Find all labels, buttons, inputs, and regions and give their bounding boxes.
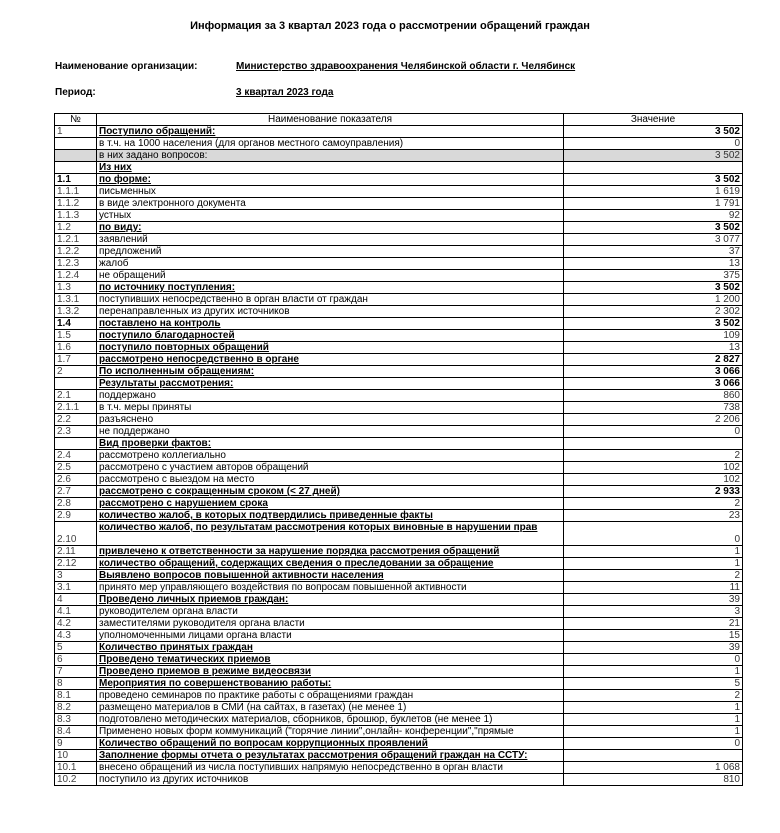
row-name: по форме: — [97, 174, 564, 186]
row-name: поддержано — [97, 390, 564, 402]
row-number: 2.1 — [55, 390, 97, 402]
row-name: Количество обращений по вопросам коррупционных проявлений — [97, 738, 564, 750]
table-row — [55, 510, 743, 522]
table-row — [55, 366, 743, 378]
row-name: перенаправленных из других источников — [97, 306, 564, 318]
row-name: в т.ч. на 1000 населения (для органов местного самоуправления) — [97, 138, 564, 150]
row-number: 1.4 — [55, 318, 97, 330]
row-number: 2.2 — [55, 414, 97, 426]
table-row — [55, 306, 743, 318]
table-row — [55, 774, 743, 786]
table-row — [55, 282, 743, 294]
row-number: 2.8 — [55, 498, 97, 510]
table-row — [55, 342, 743, 354]
row-value: 810 — [564, 774, 743, 786]
table-row — [55, 654, 743, 666]
row-name: Проведено тематических приемов — [97, 654, 564, 666]
row-value — [564, 438, 743, 450]
row-number: 2.9 — [55, 510, 97, 522]
row-number: 2.6 — [55, 474, 97, 486]
row-number: 7 — [55, 666, 97, 678]
row-number: 4 — [55, 594, 97, 606]
row-number: 2.12 — [55, 558, 97, 570]
table-row — [55, 498, 743, 510]
table-row — [55, 570, 743, 582]
table-row — [55, 666, 743, 678]
row-name: в т.ч. меры приняты — [97, 402, 564, 414]
row-number: 10.1 — [55, 762, 97, 774]
row-name: в виде электронного документа — [97, 198, 564, 210]
table-row — [55, 222, 743, 234]
row-number: 2.11 — [55, 546, 97, 558]
table-row — [55, 606, 743, 618]
table-body — [55, 126, 743, 786]
row-name: Выявлено вопросов повышенной активности населения — [97, 570, 564, 582]
table-row — [55, 426, 743, 438]
row-value: 738 — [564, 402, 743, 414]
row-number: 9 — [55, 738, 97, 750]
row-value: 2 206 — [564, 414, 743, 426]
row-name: подготовлено методических материалов, сборников, брошюр, буклетов (не менее 1) — [97, 714, 564, 726]
row-name: Из них — [97, 162, 564, 174]
row-number — [55, 438, 97, 450]
table-row — [55, 726, 743, 738]
row-value: 3 502 — [564, 150, 743, 162]
row-name: рассмотрено с сокращенным сроком (< 27 дней) — [97, 486, 564, 498]
table-row — [55, 186, 743, 198]
row-name: жалоб — [97, 258, 564, 270]
row-number: 10.2 — [55, 774, 97, 786]
table-row — [55, 474, 743, 486]
table-row — [55, 402, 743, 414]
table-row — [55, 678, 743, 690]
row-number: 4.3 — [55, 630, 97, 642]
row-name: рассмотрено непосредственно в органе — [97, 354, 564, 366]
row-name: Заполнение формы отчета о результатах рассмотрения обращений граждан на ССТУ: — [97, 750, 564, 762]
row-name: уполномоченными лицами органа власти — [97, 630, 564, 642]
row-value: 39 — [564, 642, 743, 654]
header-indicator-name: Наименование показателя — [97, 114, 564, 126]
row-number: 1.1.3 — [55, 210, 97, 222]
indicators-table — [54, 113, 743, 786]
org-row — [55, 61, 576, 72]
row-name: рассмотрено с нарушением срока — [97, 498, 564, 510]
row-name: Мероприятия по совершенствованию работы: — [97, 678, 564, 690]
row-name: проведено семинаров по практике работы с обращениями граждан — [97, 690, 564, 702]
row-number: 2.1.1 — [55, 402, 97, 414]
org-value: Министерство здравоохранения Челябинской области г. Челябинск — [236, 61, 576, 72]
row-number: 4.2 — [55, 618, 97, 630]
row-name: рассмотрено с выездом на место — [97, 474, 564, 486]
table-row — [55, 294, 743, 306]
table-row — [55, 138, 743, 150]
row-value: 3 502 — [564, 126, 743, 138]
table-row — [55, 258, 743, 270]
row-name: заместителями руководителя органа власти — [97, 618, 564, 630]
row-name: принято мер управляющего воздействия по вопросам повышенной активности — [97, 582, 564, 594]
row-number: 1.6 — [55, 342, 97, 354]
table-row — [55, 390, 743, 402]
row-name: рассмотрено коллегиально — [97, 450, 564, 462]
row-number: 1 — [55, 126, 97, 138]
row-value: 2 — [564, 690, 743, 702]
row-name: не поддержано — [97, 426, 564, 438]
table-row — [55, 750, 743, 762]
row-value: 2 — [564, 498, 743, 510]
row-name: внесено обращений из числа поступивших напрямую непосредственно в орган власти — [97, 762, 564, 774]
row-number: 10 — [55, 750, 97, 762]
row-value: 2 — [564, 570, 743, 582]
table-row — [55, 438, 743, 450]
row-number — [55, 378, 97, 390]
row-value: 1 — [564, 546, 743, 558]
row-name: устных — [97, 210, 564, 222]
table-row — [55, 246, 743, 258]
row-number: 3 — [55, 570, 97, 582]
row-value — [564, 750, 743, 762]
row-name: письменных — [97, 186, 564, 198]
row-number: 1.3.2 — [55, 306, 97, 318]
row-value: 0 — [564, 654, 743, 666]
row-name: предложений — [97, 246, 564, 258]
row-value: 1 — [564, 666, 743, 678]
table-row — [55, 270, 743, 282]
row-value — [564, 162, 743, 174]
row-value: 1 — [564, 726, 743, 738]
row-value: 5 — [564, 678, 743, 690]
table-row — [55, 642, 743, 654]
row-name: Проведено личных приемов граждан: — [97, 594, 564, 606]
table-row — [55, 354, 743, 366]
row-value: 2 302 — [564, 306, 743, 318]
row-name: привлечено к ответственности за нарушение порядка рассмотрения обращений — [97, 546, 564, 558]
row-number — [55, 150, 97, 162]
row-number: 1.5 — [55, 330, 97, 342]
row-value: 1 791 — [564, 198, 743, 210]
row-value: 375 — [564, 270, 743, 282]
table-row — [55, 126, 743, 138]
row-number: 8 — [55, 678, 97, 690]
row-name: не обращений — [97, 270, 564, 282]
report-title: Информация за 3 квартал 2023 года о рассмотрении обращений граждан — [190, 20, 590, 32]
row-value: 0 — [564, 138, 743, 150]
row-name: Результаты рассмотрения: — [97, 378, 564, 390]
row-value: 0 — [564, 426, 743, 438]
row-name: заявлений — [97, 234, 564, 246]
row-name: Применено новых форм коммуникаций ("горячие линии",онлайн- конференции","прямые — [97, 726, 564, 738]
row-value: 860 — [564, 390, 743, 402]
row-value: 13 — [564, 258, 743, 270]
row-name: по виду: — [97, 222, 564, 234]
row-name: разъяснено — [97, 414, 564, 426]
row-name: количество обращений, содержащих сведения о преследовании за обращение — [97, 558, 564, 570]
row-value: 0 — [564, 522, 743, 546]
row-name: по источнику поступления: — [97, 282, 564, 294]
row-number: 2.7 — [55, 486, 97, 498]
row-name: Проведено приемов в режиме видеосвязи — [97, 666, 564, 678]
table-row — [55, 630, 743, 642]
table-row — [55, 486, 743, 498]
row-value: 92 — [564, 210, 743, 222]
table-row — [55, 702, 743, 714]
row-name: размещено материалов в СМИ (на сайтах, в газетах) (не менее 1) — [97, 702, 564, 714]
row-number: 1.3 — [55, 282, 97, 294]
row-value: 3 077 — [564, 234, 743, 246]
table-row — [55, 714, 743, 726]
row-value: 3 502 — [564, 222, 743, 234]
row-value: 15 — [564, 630, 743, 642]
row-name: в них задано вопросов: — [97, 150, 564, 162]
table-row — [55, 162, 743, 174]
row-value: 3 066 — [564, 378, 743, 390]
table-row — [55, 690, 743, 702]
period-row — [55, 87, 334, 98]
row-number: 8.4 — [55, 726, 97, 738]
row-number: 5 — [55, 642, 97, 654]
row-value: 2 933 — [564, 486, 743, 498]
row-value: 1 — [564, 714, 743, 726]
row-value: 3 502 — [564, 174, 743, 186]
row-value: 3 502 — [564, 282, 743, 294]
row-value: 1 — [564, 558, 743, 570]
table-row — [55, 558, 743, 570]
table-row — [55, 762, 743, 774]
row-value: 109 — [564, 330, 743, 342]
table-header-row — [55, 114, 743, 126]
table-row — [55, 462, 743, 474]
row-name: рассмотрено с участием авторов обращений — [97, 462, 564, 474]
row-number: 2.5 — [55, 462, 97, 474]
table-row — [55, 522, 743, 546]
row-name: поставлено на контроль — [97, 318, 564, 330]
table-row — [55, 582, 743, 594]
row-value: 23 — [564, 510, 743, 522]
row-name: Количество принятых граждан — [97, 642, 564, 654]
row-name: количество жалоб, в которых подтвердились приведенные факты — [97, 510, 564, 522]
row-value: 1 — [564, 702, 743, 714]
row-value: 1 619 — [564, 186, 743, 198]
table-row — [55, 546, 743, 558]
table-row — [55, 210, 743, 222]
table-row — [55, 234, 743, 246]
row-number: 4.1 — [55, 606, 97, 618]
table-row — [55, 618, 743, 630]
row-value: 102 — [564, 474, 743, 486]
row-name: Поступило обращений: — [97, 126, 564, 138]
table-row — [55, 198, 743, 210]
table-row — [55, 150, 743, 162]
period-label: Период: — [55, 87, 96, 98]
table-row — [55, 318, 743, 330]
row-name: количество жалоб, по результатам рассмотрения которых виновные в нарушении прав — [97, 522, 564, 546]
row-value: 3 — [564, 606, 743, 618]
header-number: № — [55, 114, 97, 126]
table-row — [55, 450, 743, 462]
table-row — [55, 594, 743, 606]
row-number: 1.3.1 — [55, 294, 97, 306]
row-number: 2 — [55, 366, 97, 378]
row-number: 2.10 — [55, 522, 97, 546]
row-name: По исполненным обращениям: — [97, 366, 564, 378]
row-number: 6 — [55, 654, 97, 666]
row-number: 1.2.2 — [55, 246, 97, 258]
row-number: 3.1 — [55, 582, 97, 594]
row-number: 1.1 — [55, 174, 97, 186]
row-number: 8.2 — [55, 702, 97, 714]
row-number: 2.3 — [55, 426, 97, 438]
org-label: Наименование организации: — [55, 61, 198, 72]
table-row — [55, 738, 743, 750]
row-name: Вид проверки фактов: — [97, 438, 564, 450]
table-row — [55, 174, 743, 186]
row-value: 37 — [564, 246, 743, 258]
table-row — [55, 378, 743, 390]
table-row — [55, 414, 743, 426]
row-number — [55, 138, 97, 150]
row-name: поступило благодарностей — [97, 330, 564, 342]
row-number — [55, 162, 97, 174]
row-name: поступило из других источников — [97, 774, 564, 786]
row-value: 13 — [564, 342, 743, 354]
row-value: 21 — [564, 618, 743, 630]
row-value: 3 066 — [564, 366, 743, 378]
row-name: руководителем органа власти — [97, 606, 564, 618]
row-value: 1 200 — [564, 294, 743, 306]
table-row — [55, 330, 743, 342]
row-value: 1 068 — [564, 762, 743, 774]
row-value: 39 — [564, 594, 743, 606]
row-number: 8.1 — [55, 690, 97, 702]
row-number: 1.7 — [55, 354, 97, 366]
row-number: 1.1.2 — [55, 198, 97, 210]
row-value: 102 — [564, 462, 743, 474]
row-value: 0 — [564, 738, 743, 750]
row-value: 2 — [564, 450, 743, 462]
header-value: Значение — [564, 114, 743, 126]
row-name: поступило повторных обращений — [97, 342, 564, 354]
row-number: 8.3 — [55, 714, 97, 726]
row-number: 2.4 — [55, 450, 97, 462]
row-number: 1.2 — [55, 222, 97, 234]
period-value: 3 квартал 2023 года — [236, 87, 334, 98]
row-number: 1.2.1 — [55, 234, 97, 246]
row-number: 1.2.3 — [55, 258, 97, 270]
row-value: 11 — [564, 582, 743, 594]
row-number: 1.1.1 — [55, 186, 97, 198]
row-value: 2 827 — [564, 354, 743, 366]
row-value: 3 502 — [564, 318, 743, 330]
row-number: 1.2.4 — [55, 270, 97, 282]
row-name: поступивших непосредственно в орган власти от граждан — [97, 294, 564, 306]
